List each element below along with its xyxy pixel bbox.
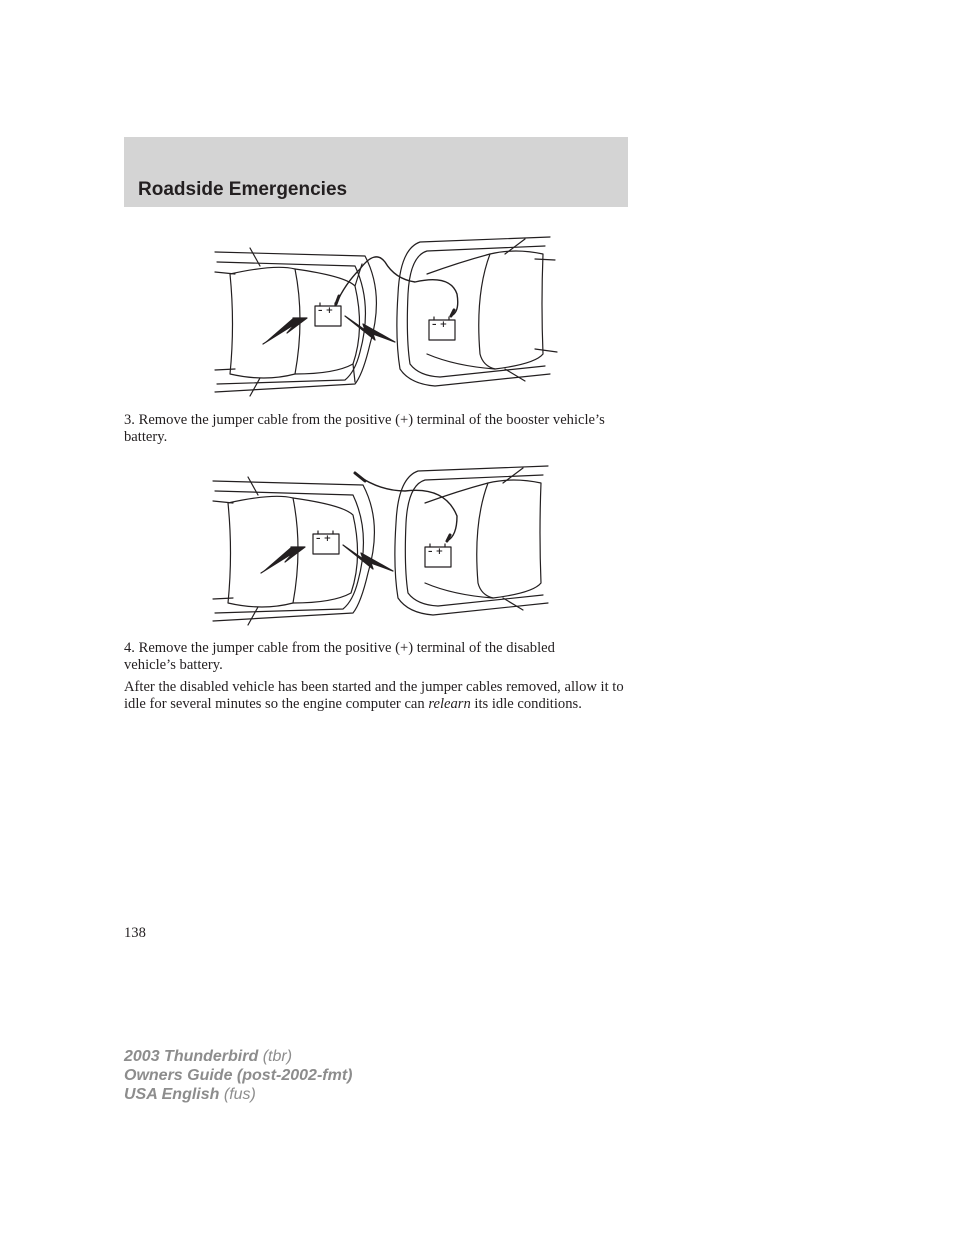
footer-guide: Owners Guide (post-2002-fmt) <box>124 1067 353 1084</box>
closing-text-end: its idle conditions. <box>470 695 582 712</box>
closing-text-start: After the disabled vehicle has been started and the jumper cables removed, allow it to idle for several minutes so the engine computer can <box>124 679 624 712</box>
section-title: Roadside Emergencies <box>138 179 348 200</box>
footer-language-code: (fus) <box>219 1086 256 1103</box>
booster-vehicle-drawing <box>397 237 557 386</box>
battery-left-label: – + <box>316 534 332 544</box>
footer-model: 2003 Thunderbird <box>124 1048 259 1065</box>
document-footer <box>124 1047 352 1104</box>
jump-start-illustration-2 <box>205 461 560 631</box>
battery-right-label: – + <box>432 320 448 330</box>
footer-model-code: (tbr) <box>258 1048 293 1065</box>
footer-line-2 <box>124 1066 352 1085</box>
battery-right-label: – + <box>428 547 444 557</box>
section-header-band <box>124 137 628 207</box>
page-number: 138 <box>124 925 146 941</box>
closing-emphasis: relearn <box>428 695 471 712</box>
step-3-text: 3. Remove the jumper cable from the positive (+) terminal of the booster vehicle’s battery. <box>124 412 605 445</box>
footer-language: USA English <box>124 1086 220 1103</box>
step-4-text: 4. Remove the jumper cable from the positive (+) terminal of the disabled vehicle’s battery. <box>124 640 555 673</box>
closing-paragraph <box>124 679 630 713</box>
booster-vehicle-drawing <box>395 466 548 615</box>
footer-line-3 <box>124 1085 352 1104</box>
battery-left-label: – + <box>318 306 334 316</box>
footer-line-1 <box>124 1047 352 1066</box>
jump-start-illustration-1 <box>205 234 560 404</box>
